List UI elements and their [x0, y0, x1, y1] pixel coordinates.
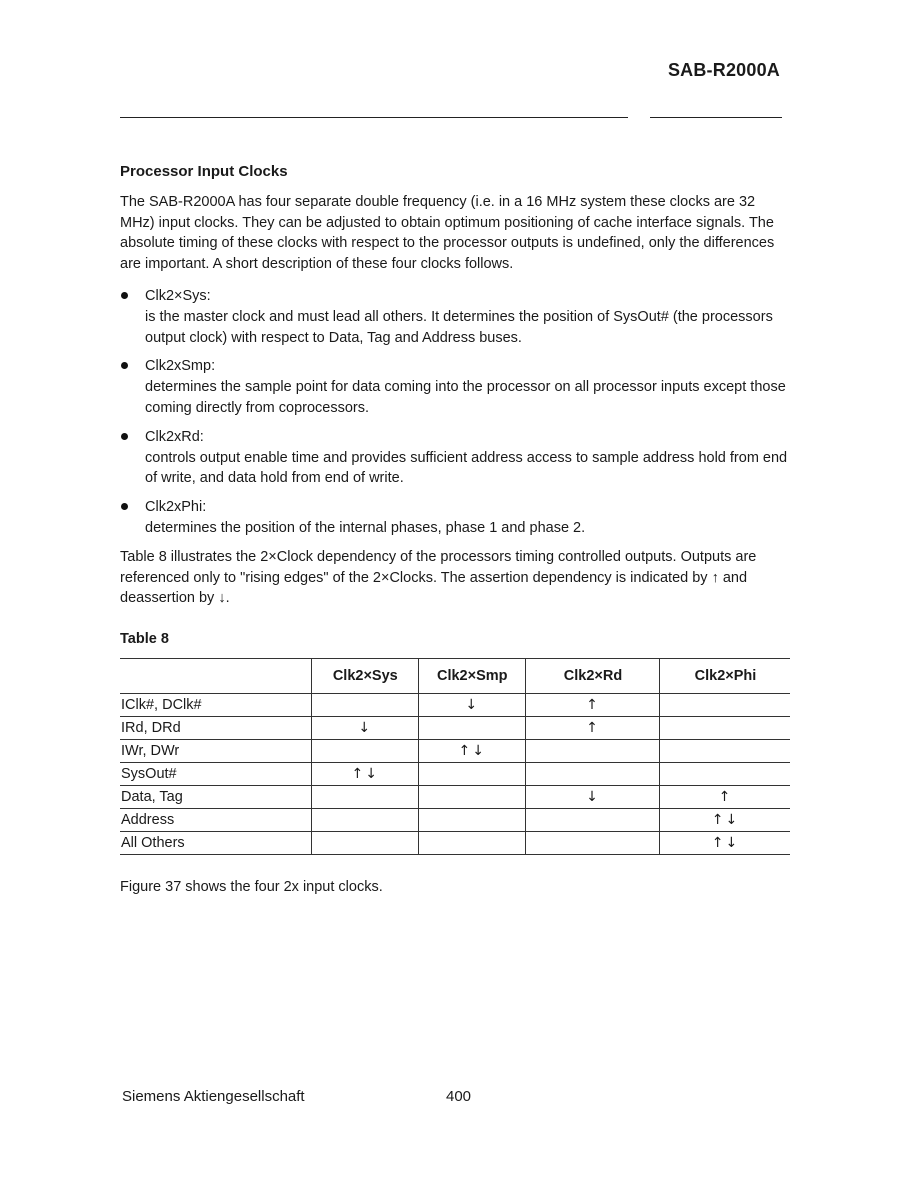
table-cell [659, 693, 790, 716]
section-heading: Processor Input Clocks [120, 163, 288, 180]
row-label: IRd, DRd [120, 716, 312, 739]
table-cell: ↑ [659, 785, 790, 808]
table-cell [418, 831, 526, 854]
column-header: Clk2×Smp [418, 658, 526, 693]
table-cell: ↓ [312, 716, 418, 739]
table-header-row [120, 658, 790, 693]
header-rule-right [650, 117, 782, 118]
column-header: Clk2×Rd [526, 658, 660, 693]
figure-reference: Figure 37 shows the four 2x input clocks. [120, 878, 383, 895]
column-header [120, 658, 312, 693]
table-row [120, 831, 790, 854]
bullet-term: Clk2xSmp: [145, 358, 216, 375]
bullet-icon [121, 292, 128, 299]
table-row [120, 785, 790, 808]
row-label: Data, Tag [120, 785, 312, 808]
list-item [120, 497, 788, 539]
table-cell [312, 739, 418, 762]
page-number: 400 [446, 1088, 472, 1105]
clock-dependency-table [120, 658, 790, 855]
table-cell [312, 693, 418, 716]
table-cell: ↑↓ [418, 739, 526, 762]
table-cell [526, 831, 660, 854]
clock-list [120, 286, 788, 539]
table-cell: ↑ [526, 693, 660, 716]
intro-paragraph: The SAB-R2000A has four separate double frequency (i.e. in a 16 MHz system these clocks are 32 MHz) input clocks. They can be adjusted to obtain optimum positioning of cache interface signals. The absolute timing of these clocks with respect to the processor outputs is undefined, only the differences are important. A short description of these four clocks follows. [120, 193, 775, 273]
table-cell: ↑↓ [312, 762, 418, 785]
table-cell [659, 762, 790, 785]
bullet-description: controls output enable time and provides sufficient address access to sample address hold from end of write, and data hold from end of write. [145, 449, 788, 487]
table-cell [312, 808, 418, 831]
table-row [120, 762, 790, 785]
main-content [120, 162, 788, 898]
table-cell: ↓ [526, 785, 660, 808]
row-label: IClk#, DClk# [120, 693, 312, 716]
bullet-term: Clk2xRd: [145, 428, 204, 445]
row-label: IWr, DWr [120, 739, 312, 762]
table-cell: ↑ [526, 716, 660, 739]
table-cell [418, 785, 526, 808]
table-cell [312, 831, 418, 854]
list-item [120, 286, 788, 348]
table-label: Table 8 [120, 631, 169, 648]
table-cell [659, 739, 790, 762]
bullet-description: is the master clock and must lead all others. It determines the position of SysOut# (the processors output clock) with respect to Data, Tag and Address buses. [145, 308, 773, 346]
column-header: Clk2×Sys [312, 658, 418, 693]
table-row [120, 808, 790, 831]
bullet-description: determines the position of the internal phases, phase 1 and phase 2. [145, 519, 586, 536]
table-cell [312, 785, 418, 808]
table-row [120, 716, 790, 739]
header-rule-left [120, 117, 628, 118]
bullet-description: determines the sample point for data coming into the processor on all processor inputs except those coming directly from coprocessors. [145, 379, 786, 416]
table-cell [526, 762, 660, 785]
bullet-term: Clk2×Sys: [145, 287, 211, 304]
list-item [120, 356, 788, 418]
table-cell [418, 808, 526, 831]
column-header: Clk2×Phi [659, 658, 790, 693]
table-cell [659, 716, 790, 739]
table-cell [418, 762, 526, 785]
row-label: Address [120, 808, 312, 831]
table-cell [526, 739, 660, 762]
table-cell: ↑↓ [659, 808, 790, 831]
bullet-icon [121, 433, 128, 440]
table-cell [418, 716, 526, 739]
footer-company: Siemens Aktiengesellschaft [122, 1088, 305, 1105]
bullet-term: Clk2xPhi: [145, 499, 207, 516]
table-cell: ↑↓ [659, 831, 790, 854]
bullet-icon [121, 362, 128, 369]
table-row [120, 693, 790, 716]
row-label: SysOut# [120, 762, 312, 785]
list-item [120, 427, 788, 489]
table-cell [526, 808, 660, 831]
table-intro-paragraph: Table 8 illustrates the 2×Clock dependency of the processors timing controlled outputs. Outputs are referenced only to "rising edges" of the 2×Clocks. The assertion dependency is indicated by ↑ and deassertion by ↓. [120, 548, 757, 607]
bullet-icon [121, 503, 128, 510]
page-header-title: SAB-R2000A [667, 60, 780, 80]
table-cell: ↓ [418, 693, 526, 716]
table-row [120, 739, 790, 762]
row-label: All Others [120, 831, 312, 854]
